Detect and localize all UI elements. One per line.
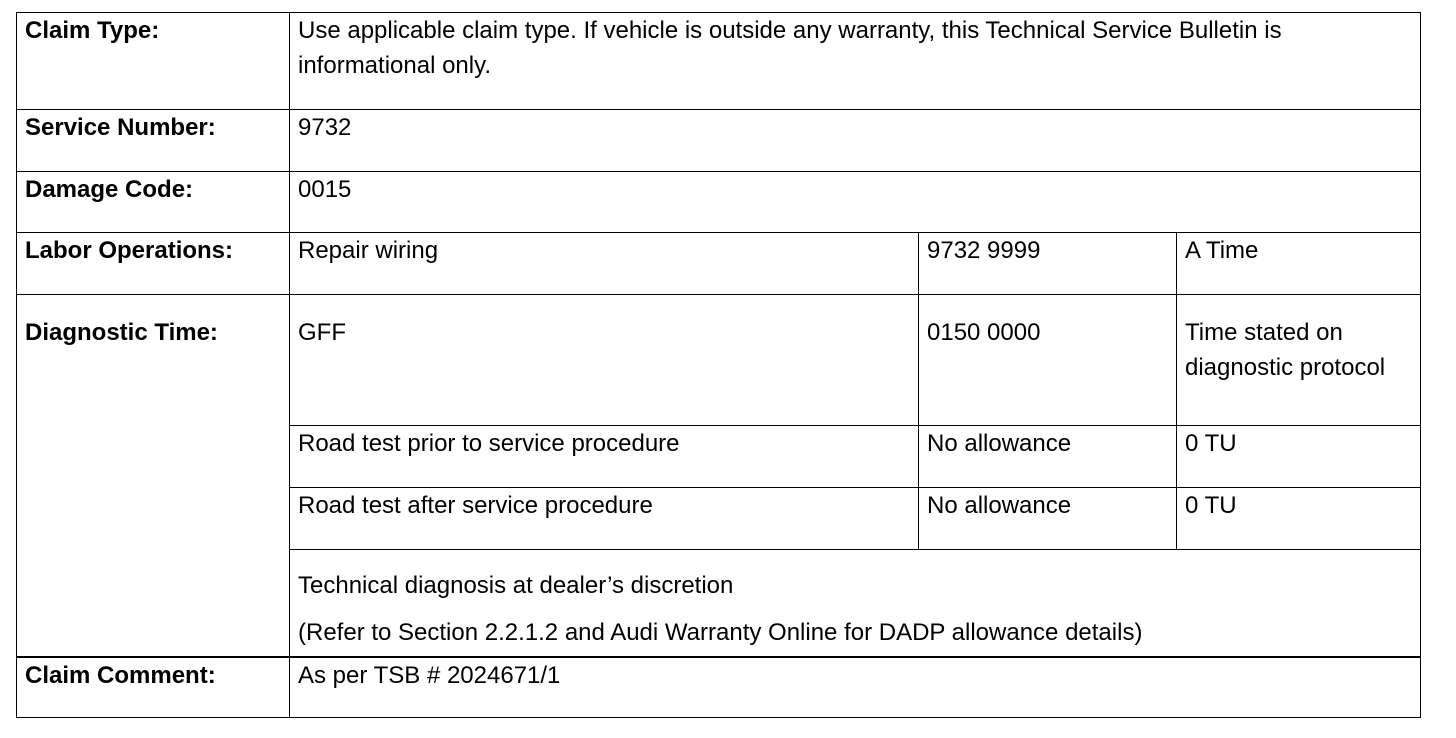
- damage-code-row: [17, 172, 1421, 233]
- diagnostic-time-value: 0 TU: [1177, 488, 1421, 550]
- claim-comment-row: [17, 657, 1421, 718]
- claim-type-value: Use applicable claim type. If vehicle is outside any warranty, this Technical Service Bulletin is informational only.: [290, 13, 1421, 110]
- diagnostic-row: [17, 295, 1421, 426]
- diagnostic-description: Road test after service procedure: [290, 488, 919, 550]
- diagnostic-description: Road test prior to service procedure: [290, 426, 919, 488]
- labor-operation-time: A Time: [1177, 233, 1421, 295]
- claim-comment-value: As per TSB # 2024671/1: [290, 657, 1421, 718]
- diagnostic-description: GFF: [290, 295, 919, 426]
- diagnostic-time-value: Time stated on diagnostic protocol: [1177, 295, 1421, 426]
- diagnostic-note-line: Technical diagnosis at dealer’s discretion: [298, 572, 734, 599]
- diagnostic-code: No allowance: [919, 488, 1177, 550]
- diagnostic-time-value: 0 TU: [1177, 426, 1421, 488]
- labor-operation-code: 9732 9999: [919, 233, 1177, 295]
- service-number-value: 9732: [290, 110, 1421, 172]
- service-number-row: [17, 110, 1421, 172]
- claim-type-row: [17, 13, 1421, 110]
- service-number-label: Service Number:: [17, 110, 290, 172]
- labor-operations-label: Labor Operations:: [17, 233, 290, 295]
- claim-type-label: Claim Type:: [17, 13, 290, 110]
- diagnostic-note-reference: (Refer to Section 2.2.1.2 and Audi Warranty Online for DADP allowance details): [298, 619, 1143, 646]
- damage-code-value: 0015: [290, 172, 1421, 233]
- damage-code-label: Damage Code:: [17, 172, 290, 233]
- warranty-claim-table: [16, 12, 1421, 718]
- diagnostic-time-label: Diagnostic Time:: [17, 295, 290, 657]
- labor-operation-description: Repair wiring: [290, 233, 919, 295]
- diagnostic-code: 0150 0000: [919, 295, 1177, 426]
- diagnostic-note: [290, 550, 1421, 657]
- claim-comment-label: Claim Comment:: [17, 657, 290, 718]
- diagnostic-code: No allowance: [919, 426, 1177, 488]
- labor-operations-row: [17, 233, 1421, 295]
